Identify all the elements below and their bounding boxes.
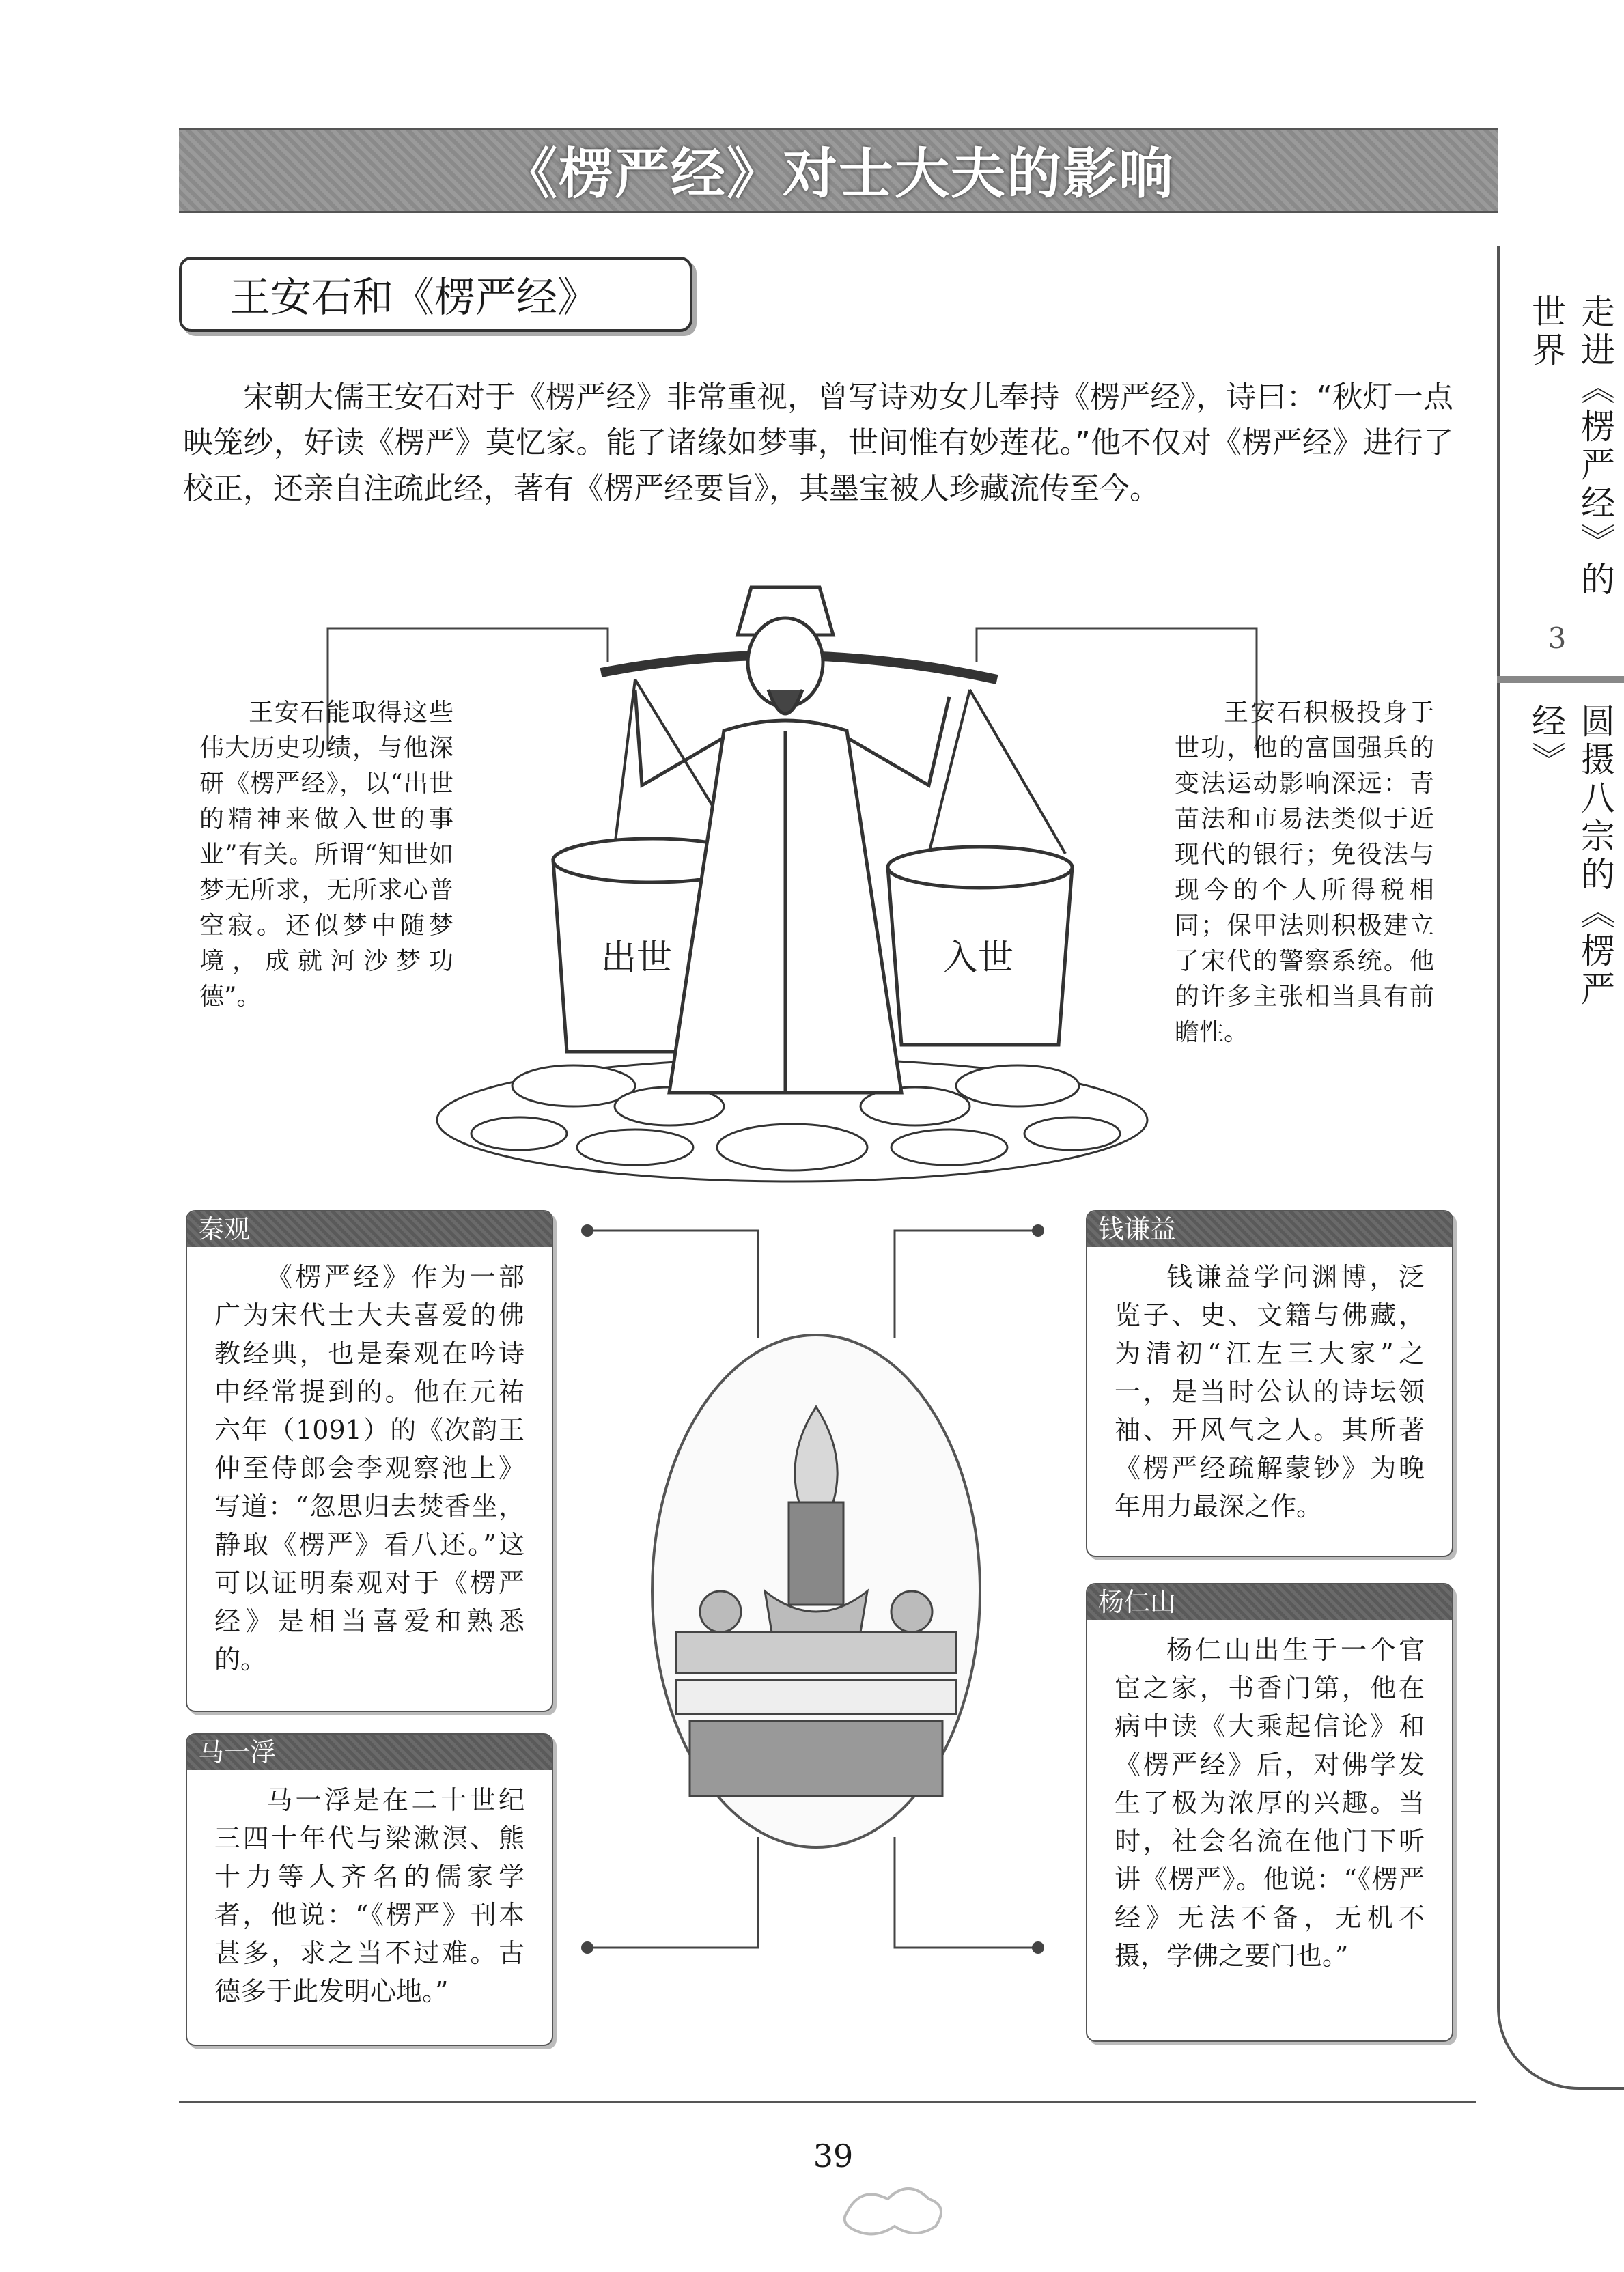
bio-text-mayifu: 马一浮是在二十世纪三四十年代与梁漱溟、熊十力等人齐名的儒家学者，他说：“《楞严》刊本甚多，求之当不过难。古德多于此发明心地。”	[214, 1785, 524, 2006]
sidebar-divider	[1497, 676, 1624, 683]
bio-box-mayifu	[186, 1733, 553, 2046]
sidebar-subchapter-title: 圆摄八宗的《楞严经》	[1526, 703, 1615, 1009]
section-heading	[179, 257, 692, 332]
bio-name-yangrenshan: 杨仁山	[1087, 1584, 1452, 1620]
bio-text-qianqianyi: 钱谦益学问渊博，泛览子、史、文籍与佛藏，为清初“江左三大家”之一，是当时公认的诗坛领袖、开风气之人。其所著《楞严经疏解蒙钞》为晚年用力最深之作。	[1115, 1262, 1425, 1521]
connector-yangrenshan	[895, 1837, 1038, 1948]
altar-table	[676, 1632, 956, 1673]
bio-box-yangrenshan	[1086, 1583, 1453, 2042]
page-title: 《楞严经》对士大夫的影响	[503, 141, 1175, 206]
connector-mayifu	[587, 1837, 758, 1948]
wang-anshi-illustration	[314, 560, 1270, 1202]
bio-name-mayifu: 马一浮	[187, 1735, 552, 1770]
page-number: 39	[813, 2137, 854, 2174]
intro-paragraph: 宋朝大儒王安石对于《楞严经》非常重视，曾写诗劝女儿奉持《楞严经》，诗曰：“秋灯一点映笼纱，好读《楞严》莫忆家。能了诸缘如梦事，世间惟有妙莲花。”他不仅对《楞严经》进行了校正，还亲自注疏此经，著有《楞严经要旨》，其墨宝被人珍藏流传至今。	[183, 380, 1453, 506]
bio-text-yangrenshan: 杨仁山出生于一个官宦之家，书香门第，他在病中读《大乘起信论》和《楞严经》后，对佛学发生了极为浓厚的兴趣。当时，社会名流在他门下听讲《楞严》。他说：“《楞严经》无法不备，无机不摄，学佛之要门也。”	[1115, 1635, 1425, 1971]
tablet-icon	[789, 1502, 843, 1605]
footer-rule	[179, 2101, 1476, 2103]
right-bucket-label: 入世	[942, 938, 1014, 979]
left-note: 王安石能取得这些伟大历史功绩，与他深研《楞严经》，以“出世的精神来做入世的事业”有关。所谓“知世如梦无所求，无所求心普空寂。还似梦中随梦境，成就河沙梦功德”。	[199, 699, 453, 1011]
section-heading-text: 王安石和《楞严经》	[229, 274, 598, 322]
bio-box-qinguan	[186, 1210, 553, 1712]
altar-illustration	[560, 1209, 1065, 2028]
cloud-ornament-icon	[833, 2172, 956, 2254]
bio-name-qinguan: 秦观	[187, 1211, 552, 1247]
altar-base	[690, 1721, 942, 1796]
sidebar-chapter-number: 3	[1548, 621, 1567, 655]
right-note: 王安石积极投身于世功，他的富国强兵的变法运动影响深远：青苗法和市易法类似于近现代的银行；免役法与现今的个人所得税相同；保甲法则积极建立了宋代的警察系统。他的许多主张相当具有前瞻性。	[1175, 699, 1434, 1046]
sidebar-chapter-title: 走进《楞严经》的世界	[1526, 294, 1615, 600]
left-bucket-label: 出世	[601, 938, 673, 979]
bio-box-qianqianyi	[1086, 1210, 1453, 1557]
connector-qinguan	[587, 1231, 758, 1338]
bio-text-qinguan: 《楞严经》作为一部广为宋代士大夫喜爱的佛教经典，也是秦观在吟诗中经常提到的。他在元祐六年（1091）的《次韵王仲至侍郎会李观察池上》写道：“忽思归去焚香坐，静取《楞严》看八还。”这可以证明秦观对于《楞严经》是相当喜爱和熟悉的。	[214, 1262, 524, 1674]
connector-qianqianyi	[895, 1231, 1038, 1338]
bio-name-qianqianyi: 钱谦益	[1087, 1211, 1452, 1247]
